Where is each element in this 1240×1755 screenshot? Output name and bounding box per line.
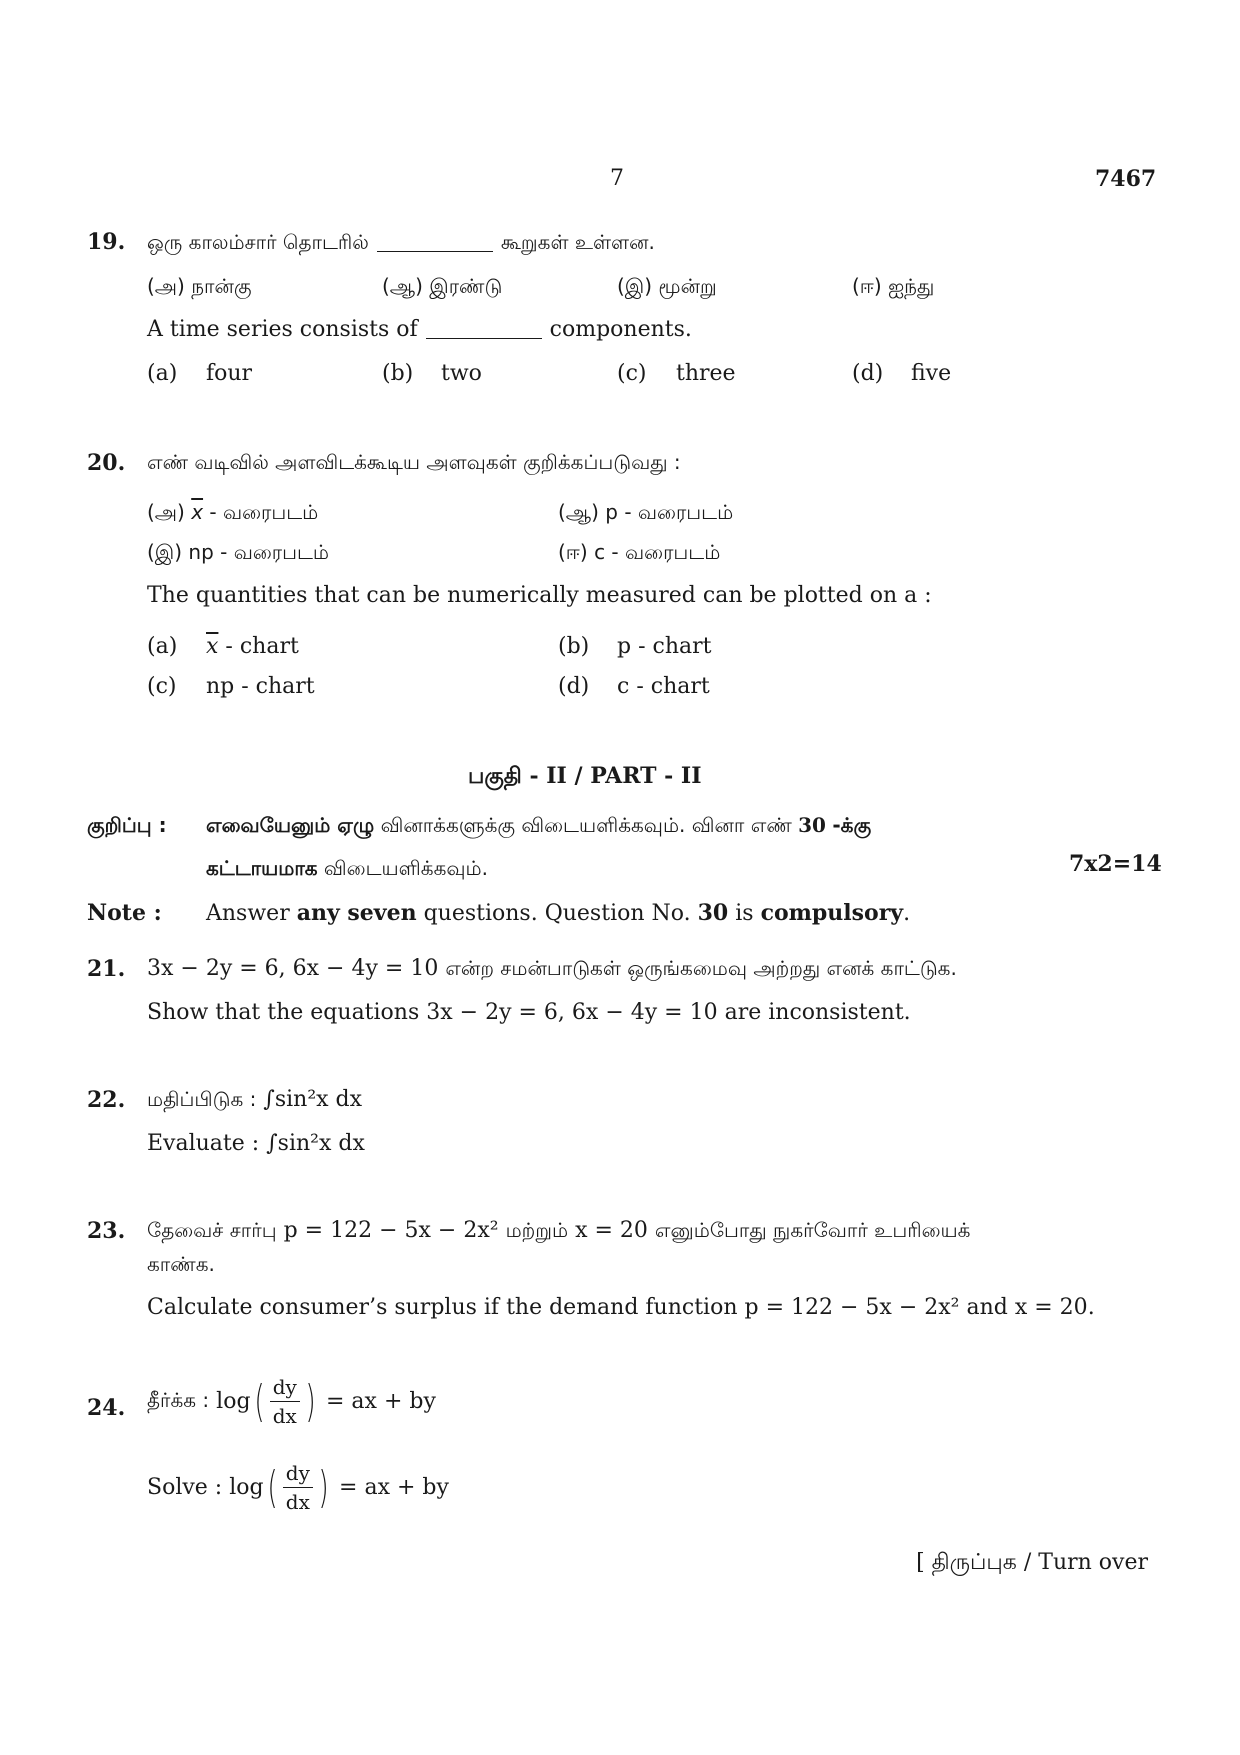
section-heading: பகுதி - II / PART - II [468,763,702,789]
question-text-english [147,1133,365,1155]
equation: x = 20 [1014,1295,1088,1320]
paren-open: ( [267,1462,278,1513]
option-label: (d) [852,361,884,386]
text-segment: are inconsistent. [724,1000,911,1025]
option-tamil-4 [852,276,934,296]
option-tamil-1 [147,276,252,296]
text-segment: கூறுகள் உள்ளன. [500,230,655,254]
fraction-denominator: dx [272,1404,297,1428]
option-label: (d) [558,674,590,699]
equation: 3x − 2y = 6, 6x − 4y = 10 [426,1000,718,1025]
marks: 7x2=14 [1069,851,1162,877]
text-segment: any seven [296,900,417,926]
question-text-english [147,1461,449,1514]
equation: p = 122 − 5x − 2x² [744,1295,960,1320]
option-label: (அ) [147,500,185,524]
question-number: 20. [87,450,126,476]
option-label: (அ) [147,274,185,298]
question-text-english [147,1002,911,1024]
option-text: ஐந்து [888,274,935,298]
integral-expression: ∫sin²x dx [266,1131,365,1156]
paper-code: 7467 [1095,166,1157,192]
log-function: log [229,1475,264,1500]
option-tamil-3 [147,542,329,562]
text-segment: -க்கு [832,813,872,837]
text-segment: மதிப்பிடுக : [147,1087,257,1111]
question-text-tamil [147,1089,362,1111]
question-text-tamil [147,232,655,252]
option-text: np - வரைபடம் [188,540,330,564]
option-tamil-1 [147,502,318,522]
question-number: 23. [87,1218,126,1244]
text-segment: என்ற சமன்பாடுகள் ஒருங்கமைவு அற்றது எனக் காட்டுக. [445,956,957,980]
text-segment: . [1087,1295,1095,1320]
option-text: four [206,361,253,386]
note-text-tamil-line2 [206,858,488,878]
option-label: (b) [382,361,414,386]
option-text: நான்கு [191,274,252,298]
equation: p = 122 − 5x − 2x² [283,1218,499,1243]
text-segment: Solve : [147,1475,223,1500]
text-segment: மற்றும் [505,1218,569,1242]
option-text: c - chart [617,674,710,699]
text-segment: வினாக்களுக்கு விடையளிக்கவும். வினா எண் [380,813,792,837]
question-number: 22. [87,1087,126,1113]
text-segment: Calculate consumer’s surplus if the demand function [147,1295,738,1320]
text-segment: தீர்க்க : [147,1388,210,1412]
turn-over: [ திருப்புக / Turn over [916,1550,1148,1575]
option-label: (இ) [147,540,183,564]
option-label: (இ) [617,274,653,298]
paren-close: ) [305,1376,316,1427]
text-segment: Show that the equations [147,1000,420,1025]
fraction-numerator: dy [270,1375,300,1402]
option-text: two [441,361,482,386]
option-label: (ஆ) [558,500,599,524]
text-segment: 30 [798,813,826,837]
option-text: இரண்டு [429,274,503,298]
option-text-value: - chart [225,634,299,659]
text-segment: A time series consists of [147,317,418,342]
option-text: p - வரைபடம் [605,500,734,524]
question-text-tamil: எண் வடிவில் அளவிடக்கூடிய அளவுகள் குறிக்கப்படுவது : [147,450,681,474]
option-label: (ஈ) [852,274,882,298]
option-label: (b) [558,634,590,659]
page-number: 7 [610,166,624,191]
equation: 3x − 2y = 6, 6x − 4y = 10 [147,956,439,981]
question-text-english [147,319,692,341]
question-number: 19. [87,229,126,255]
log-function: log [216,1389,251,1414]
answer-blank [377,251,493,252]
text-segment: compulsory [760,900,904,926]
option-label: (a) [147,634,178,659]
text-segment: questions. Question No. [423,901,691,926]
option-tamil-2 [558,502,733,522]
option-text [206,636,299,658]
option-text: c - வரைபடம் [594,540,721,564]
option-label: (c) [617,361,647,386]
paren-close: ) [318,1462,329,1513]
option-text: p - chart [617,634,712,659]
x-bar-symbol: $\overline{x}$ [206,634,219,659]
option-label: (a) [147,361,178,386]
equation: = ax + by [339,1475,449,1500]
option-tamil-3 [617,276,717,296]
text-segment: Answer [206,901,290,926]
option-label: (c) [147,674,177,699]
fraction-denominator: dx [285,1490,310,1514]
equation: = ax + by [326,1389,436,1414]
text-segment: 30 [697,900,729,926]
text-segment: . [903,901,911,926]
text-segment: எவையேனும் ஏழு [206,813,375,837]
derivative-fraction [283,1461,313,1514]
paren-open: ( [253,1376,265,1427]
question-text-tamil [147,1220,970,1242]
integral-expression: ∫sin²x dx [263,1087,363,1112]
question-text-english: The quantities that can be numerically measured can be plotted on a : [147,583,932,608]
question-text-tamil [147,958,957,980]
text-segment: விடையளிக்கவும். [323,856,488,880]
text-segment: தேவைச் சார்பு [147,1218,277,1242]
equation: x = 20 [575,1218,648,1243]
text-segment: Evaluate : [147,1131,260,1156]
option-tamil-4 [558,542,720,562]
question-text-tamil [147,1375,436,1428]
option-label: (ஆ) [382,274,423,298]
option-text: three [676,361,736,386]
question-number: 21. [87,956,126,982]
text-segment: is [735,901,754,926]
note-text-english [206,902,910,925]
note-label-tamil: குறிப்பு : [87,813,167,837]
option-text: - வரைபடம் [209,500,319,524]
question-number: 24. [87,1395,126,1421]
option-text: மூன்று [658,274,717,298]
text-segment: and [966,1295,1008,1320]
option-text: five [911,361,952,386]
note-text-tamil [206,815,871,835]
text-segment: கட்டாயமாக [206,856,318,880]
option-tamil-2 [382,276,502,296]
option-text: np - chart [206,674,315,699]
question-text-english [147,1297,1095,1319]
option-label: (ஈ) [558,540,588,564]
derivative-fraction [270,1375,300,1428]
question-text-tamil-line2: காண்க. [147,1252,215,1276]
note-label-english: Note : [87,900,162,926]
text-segment: ஒரு காலம்சார் தொடரில் [147,230,369,254]
x-bar-symbol: $\overline{x}$ [191,500,204,524]
answer-blank [426,338,542,339]
fraction-numerator: dy [283,1461,313,1488]
text-segment: எனும்போது நுகர்வோர் உபரியைக் [654,1218,971,1242]
text-segment: components. [549,317,692,342]
